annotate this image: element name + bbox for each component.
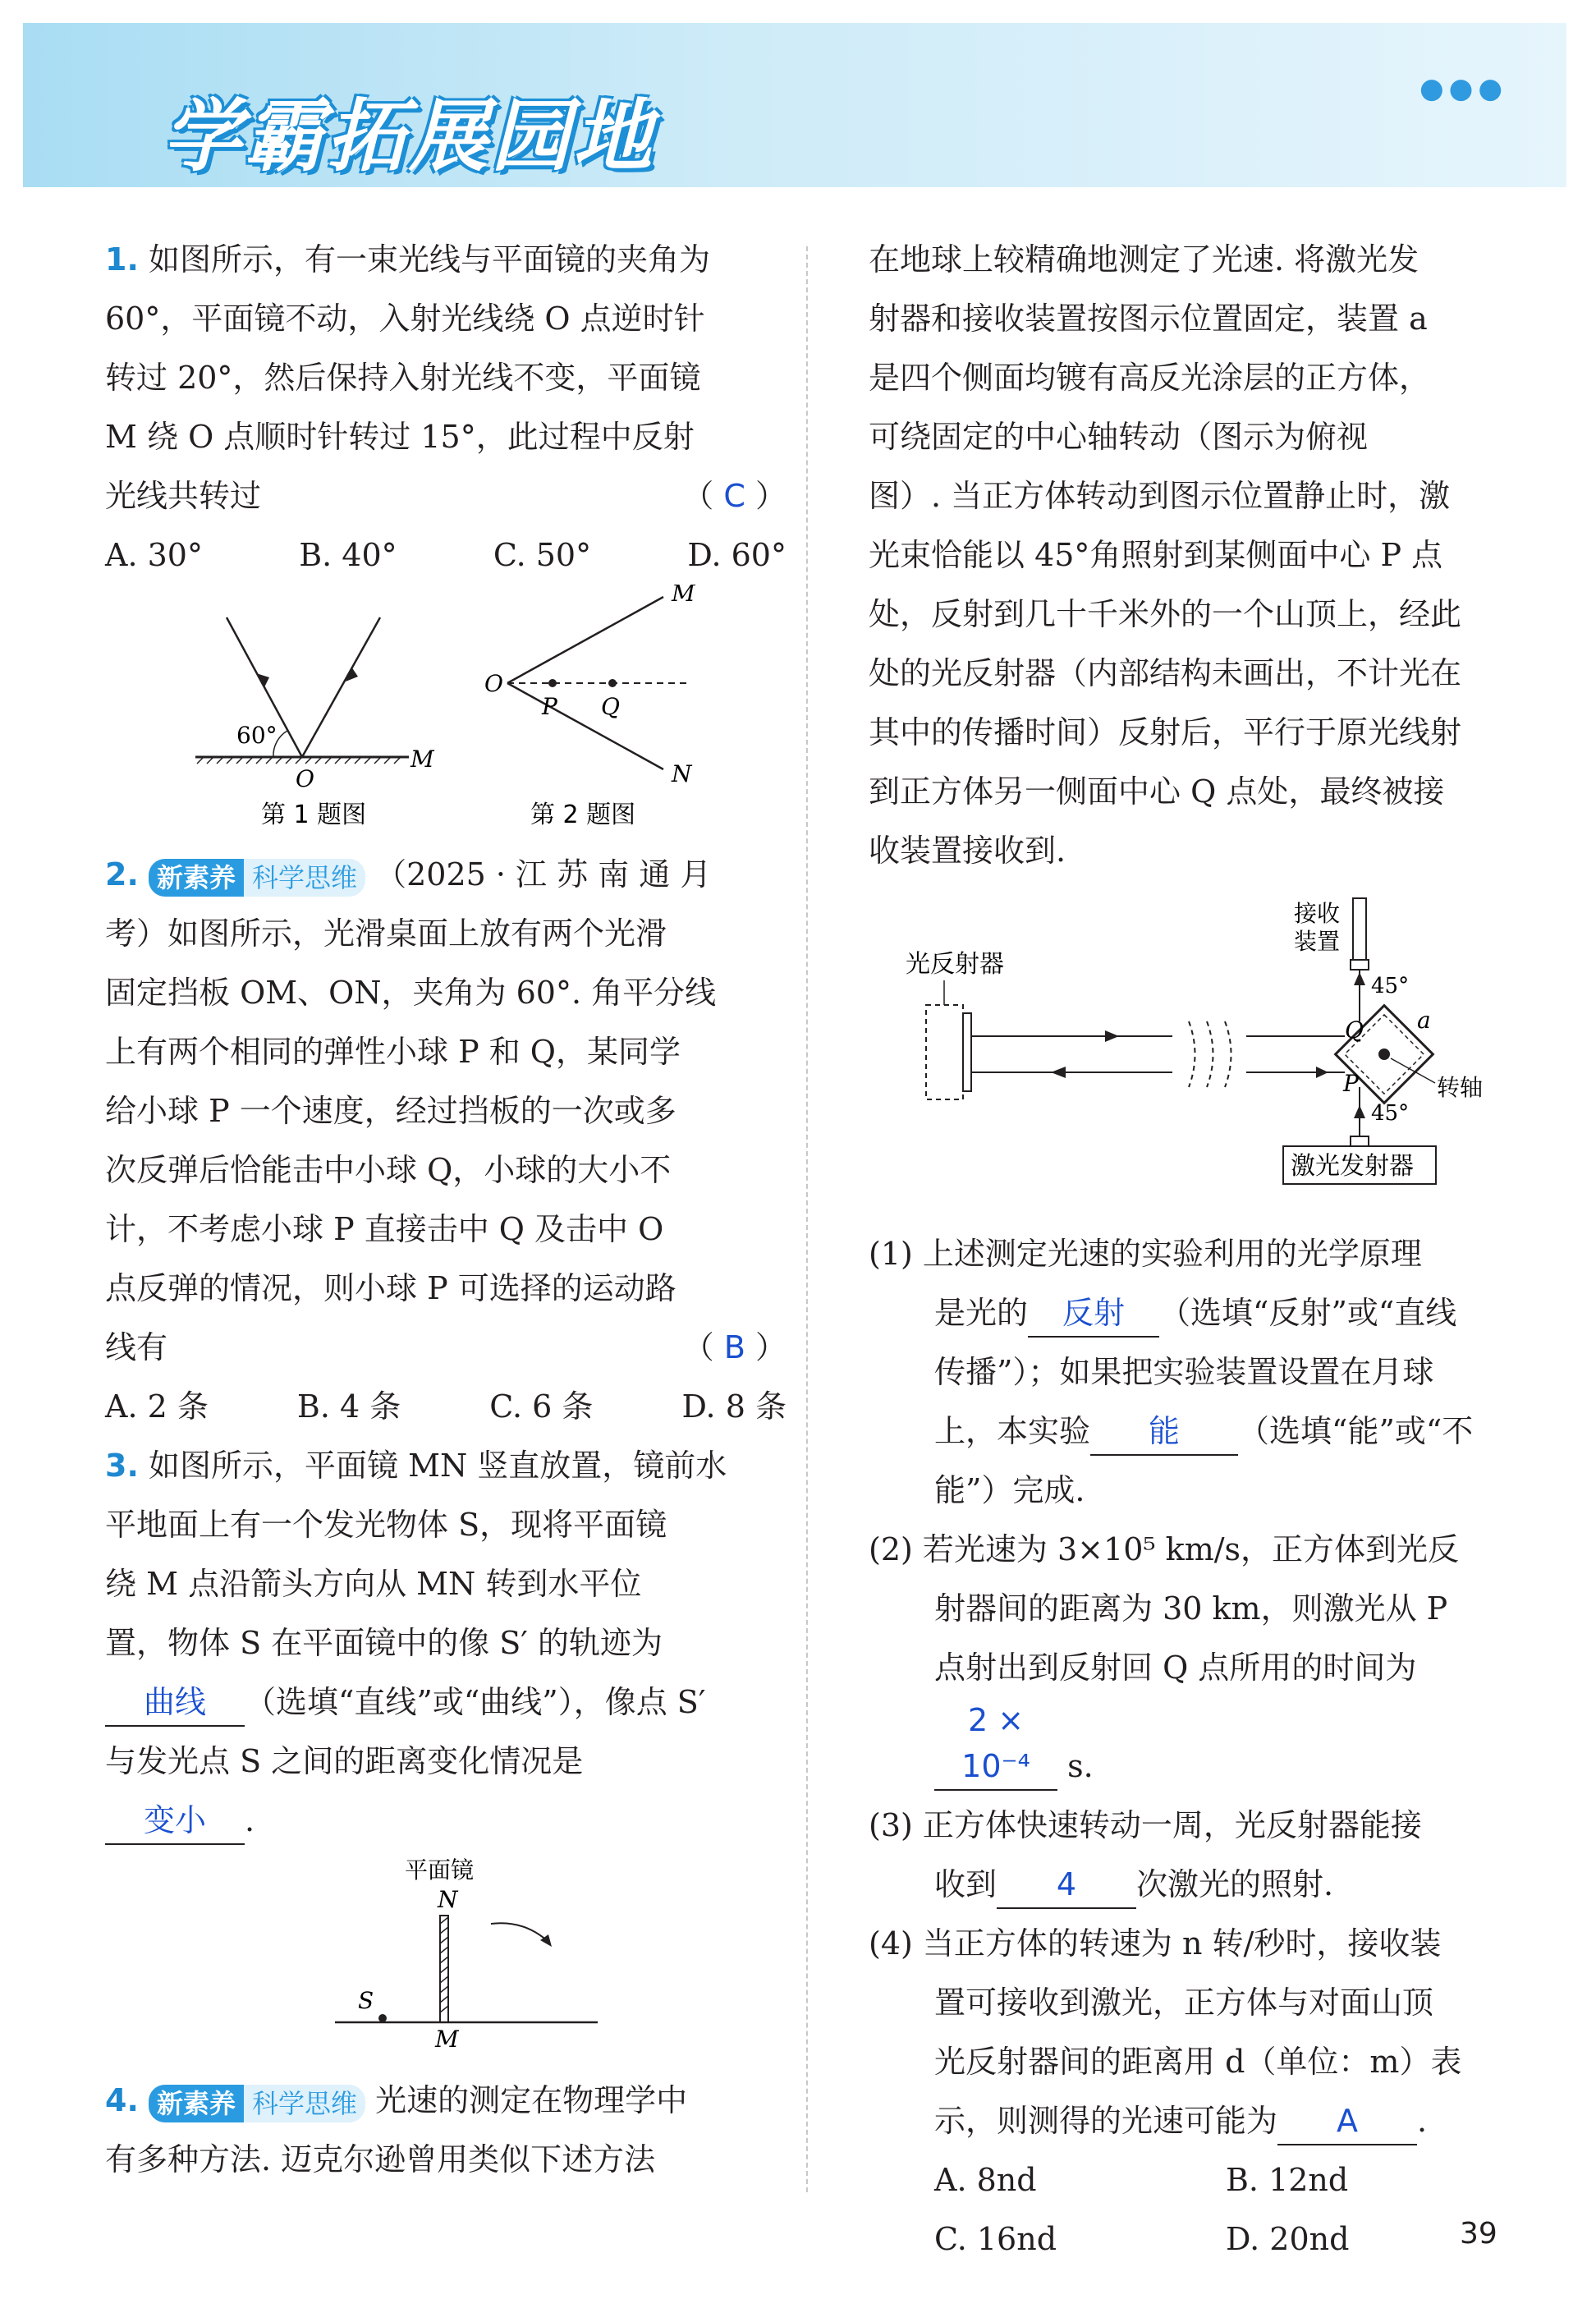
answer-blank: 变小 <box>105 1797 245 1845</box>
question-text: 可绕固定的中心轴转动（图示为俯视 <box>869 419 1369 455</box>
question-text: 其中的传播时间）反射后，平行于原光线射 <box>869 714 1462 750</box>
figure-caption: 第 2 题图 <box>530 801 636 829</box>
option: D. 60° <box>687 537 787 573</box>
question-text: 线有 <box>105 1329 168 1365</box>
mirror-label: 平面镜 <box>405 1856 475 1884</box>
question-text: 图）. 当正方体转动到图示位置静止时，激 <box>869 478 1451 514</box>
question-text: 射器间的距离为 30 km，则激光从 P <box>934 1590 1448 1627</box>
point-label: O <box>296 765 314 792</box>
question-text: 传播”）；如果把实验装置设置在月球 <box>934 1354 1434 1390</box>
answer-blank: A <box>1277 2098 1417 2145</box>
point-label: a <box>1417 1007 1431 1034</box>
question-text: 平地面上有一个发光物体 S，现将平面镜 <box>105 1507 667 1543</box>
question-text: 光束恰能以 45°角照射到某侧面中心 P 点 <box>869 537 1443 573</box>
sub-question-4: (4) 当正方体的转速为 n 转/秒时，接收装 置可接收到激光，正方体与对面山顶 光反射器间的距离用 d（单位：m）表 示，则测得的光速可能为 A . A. 8nd B. 12nd C. 16nd D. 20nd <box>869 1914 1517 2269</box>
option: D. 8 条 <box>681 1388 787 1425</box>
question-text: 转过 20°，然后保持入射光线不变，平面镜 <box>105 360 701 396</box>
question-text: 若光速为 3×10⁵ km/s，正方体到光反 <box>922 1531 1460 1567</box>
answer-blank: 4 <box>997 1861 1136 1909</box>
question-text: 绕 M 点沿箭头方向从 MN 转到水平位 <box>105 1566 642 1602</box>
question-number: 2. <box>105 856 139 893</box>
question-text: 与发光点 S 之间的距离变化情况是 <box>105 1743 584 1779</box>
question-text: 在地球上较精确地测定了光速. 将激光发 <box>869 241 1419 278</box>
point-label: P <box>542 693 557 720</box>
question-text: 是四个侧面均镀有高反光涂层的正方体， <box>869 360 1431 396</box>
receiver-label: 装置 <box>1294 928 1341 955</box>
angle-label: 45° <box>1371 974 1410 998</box>
question-text: 有多种方法. 迈克尔逊曾用类似下述方法 <box>105 2141 656 2177</box>
question-text: 处，反射到几十千米外的一个山顶上，经此 <box>869 596 1462 632</box>
sub-number: (4) <box>869 1925 913 1962</box>
question-text: 上述测定光速的实验利用的光学原理 <box>922 1236 1422 1272</box>
question-2 <box>105 845 787 1436</box>
point-label: O <box>484 670 503 697</box>
option: C. 50° <box>493 537 592 573</box>
sub-number: (3) <box>869 1807 913 1843</box>
angle-label: 60° <box>236 722 277 749</box>
question-text: 正方体快速转动一周，光反射器能接 <box>922 1807 1422 1843</box>
question-4-body <box>869 230 1517 880</box>
options <box>105 1377 787 1436</box>
axis-label: 转轴 <box>1437 1074 1484 1101</box>
point-label: N <box>672 760 692 787</box>
point-label: P <box>1343 1070 1359 1097</box>
option: A. 30° <box>105 537 203 573</box>
question-text: 能”）完成. <box>934 1472 1085 1508</box>
figure-4 <box>869 890 1517 1202</box>
literacy-tag: 新素养 科学思维 <box>149 2085 365 2122</box>
option: B. 12nd <box>1226 2162 1349 2198</box>
column-divider <box>806 246 808 2192</box>
question-1 <box>105 230 787 850</box>
question-4-start <box>105 2071 787 2189</box>
point-label: Q <box>601 693 620 720</box>
figures-1-2 <box>105 585 787 831</box>
option: B. 40° <box>299 537 397 573</box>
sub-number: (2) <box>869 1531 913 1567</box>
angle-label: 45° <box>1371 1101 1410 1126</box>
figure-1 <box>195 617 435 829</box>
options <box>105 525 787 585</box>
question-text: 计，不考虑小球 P 直接击中 Q 及击中 O <box>105 1211 664 1247</box>
question-text: 置可接收到激光，正方体与对面山顶 <box>934 1985 1434 2021</box>
question-text: 处的光反射器（内部结构未画出，不计光在 <box>869 655 1462 691</box>
question-text: 射器和接收装置按图示位置固定，装置 a <box>869 301 1428 337</box>
page-number: 39 <box>1460 2217 1497 2251</box>
answer-blank: 2 × 10⁻⁴ <box>934 1697 1057 1791</box>
answer-blank: 反射 <box>1028 1290 1159 1338</box>
answer-blank: 曲线 <box>105 1679 245 1727</box>
question-text: 如图所示，平面镜 MN 竖直放置，镜前水 <box>148 1448 727 1484</box>
answer-bracket: （ B ） <box>682 1329 787 1365</box>
question-number: 3. <box>105 1448 139 1484</box>
options <box>869 2210 1517 2269</box>
question-text: （选填“直线”或“曲线”），像点 S′ <box>245 1684 706 1720</box>
point-label: S <box>358 1987 374 2014</box>
option: A. 8nd <box>934 2162 1037 2198</box>
emitter-label: 激光发射器 <box>1291 1152 1414 1181</box>
point-label: M <box>410 746 434 773</box>
answer: C <box>723 478 745 514</box>
reflector-label: 光反射器 <box>906 950 1004 979</box>
option: C. 6 条 <box>489 1388 594 1425</box>
question-text: M 绕 O 点顺时针转过 15°，此过程中反射 <box>105 419 695 455</box>
receiver-label: 接收 <box>1294 900 1341 927</box>
question-text: 光速的测定在物理学中 <box>375 2082 688 2118</box>
header-banner <box>23 23 1566 187</box>
question-text: 光线共转过 <box>105 478 262 514</box>
question-text: 置，物体 S 在平面镜中的像 S′ 的轨迹为 <box>105 1625 663 1661</box>
answer: B <box>723 1329 745 1365</box>
option: A. 2 条 <box>105 1388 209 1425</box>
question-text: 给小球 P 一个速度，经过挡板的一次或多 <box>105 1093 676 1129</box>
question-text: 上有两个相同的弹性小球 P 和 Q，某同学 <box>105 1034 681 1070</box>
question-text: 当正方体的转速为 n 转/秒时，接收装 <box>922 1925 1442 1962</box>
left-column <box>105 230 787 2189</box>
question-text: 固定挡板 OM、ON，夹角为 60°. 角平分线 <box>105 975 717 1011</box>
question-text: 点反弹的情况，则小球 P 可选择的运动路 <box>105 1270 676 1306</box>
right-column <box>869 230 1517 2269</box>
sub-question-3: (3) 正方体快速转动一周，光反射器能接 收到 4 次激光的照射. <box>869 1796 1517 1914</box>
point-label: M <box>435 2026 459 2047</box>
question-text: （2025 · 江 苏 南 通 月 <box>375 856 712 893</box>
answer-blank: 能 <box>1090 1408 1238 1456</box>
decorative-dots: ●●● <box>1419 72 1507 105</box>
figure-caption: 第 1 题图 <box>261 801 367 829</box>
point-label: N <box>438 1886 458 1913</box>
option: B. 4 条 <box>296 1388 401 1425</box>
question-text: 收装置接收到. <box>869 833 1066 869</box>
sub-question-2: (2) 若光速为 3×10⁵ km/s，正方体到光反 射器间的距离为 30 km，则激光从 P 点射出到反射回 Q 点所用的时间为 2 × 10⁻⁴ s. <box>869 1520 1517 1796</box>
question-text: 光反射器间的距离用 d（单位：m）表 <box>934 2044 1462 2080</box>
option: C. 16nd <box>934 2221 1057 2257</box>
question-text: 60°，平面镜不动，入射光线绕 O 点逆时针 <box>105 301 705 337</box>
figure-3 <box>105 1850 787 2047</box>
figure-2 <box>484 585 696 829</box>
sub-number: (1) <box>869 1236 913 1272</box>
options <box>869 2150 1517 2210</box>
literacy-tag: 新素养 科学思维 <box>149 859 365 897</box>
question-text: 次反弹后恰能击中小球 Q，小球的大小不 <box>105 1152 672 1188</box>
question-text: 点射出到反射回 Q 点所用的时间为 <box>934 1650 1417 1686</box>
answer-bracket: （ C ） <box>682 478 787 514</box>
sub-question-1: (1) 上述测定光速的实验利用的光学原理 是光的 反射 （选填“反射”或“直线 传播”）；如果把实验装置设置在月球 上，本实验 能 （选填“能”或“不 能”）完成. <box>869 1224 1517 1520</box>
question-3: 3. 如图所示，平面镜 MN 竖直放置，镜前水 平地面上有一个发光物体 S，现将平面镜 绕 M 点沿箭头方向从 MN 转到水平位 置，物体 S 在平面镜中的像 S′ 的轨迹为 曲线 （选填“直线”或“曲线”），像点 S′ 与发光点 S 之间的距离变化情况是 变小 . 平面镜 N S M <box>105 1436 787 2066</box>
question-number: 1. <box>105 241 139 278</box>
point-label: M <box>672 585 695 607</box>
question-text: 到正方体另一侧面中心 Q 点处，最终被接 <box>869 773 1445 810</box>
option: D. 20nd <box>1226 2221 1350 2257</box>
section-title: 学霸拓展园地 <box>163 90 655 182</box>
question-text: 如图所示，有一束光线与平面镜的夹角为 <box>148 241 710 278</box>
question-number: 4. <box>105 2082 139 2118</box>
question-text: 考）如图所示，光滑桌面上放有两个光滑 <box>105 915 667 952</box>
point-label: Q <box>1345 1016 1364 1044</box>
